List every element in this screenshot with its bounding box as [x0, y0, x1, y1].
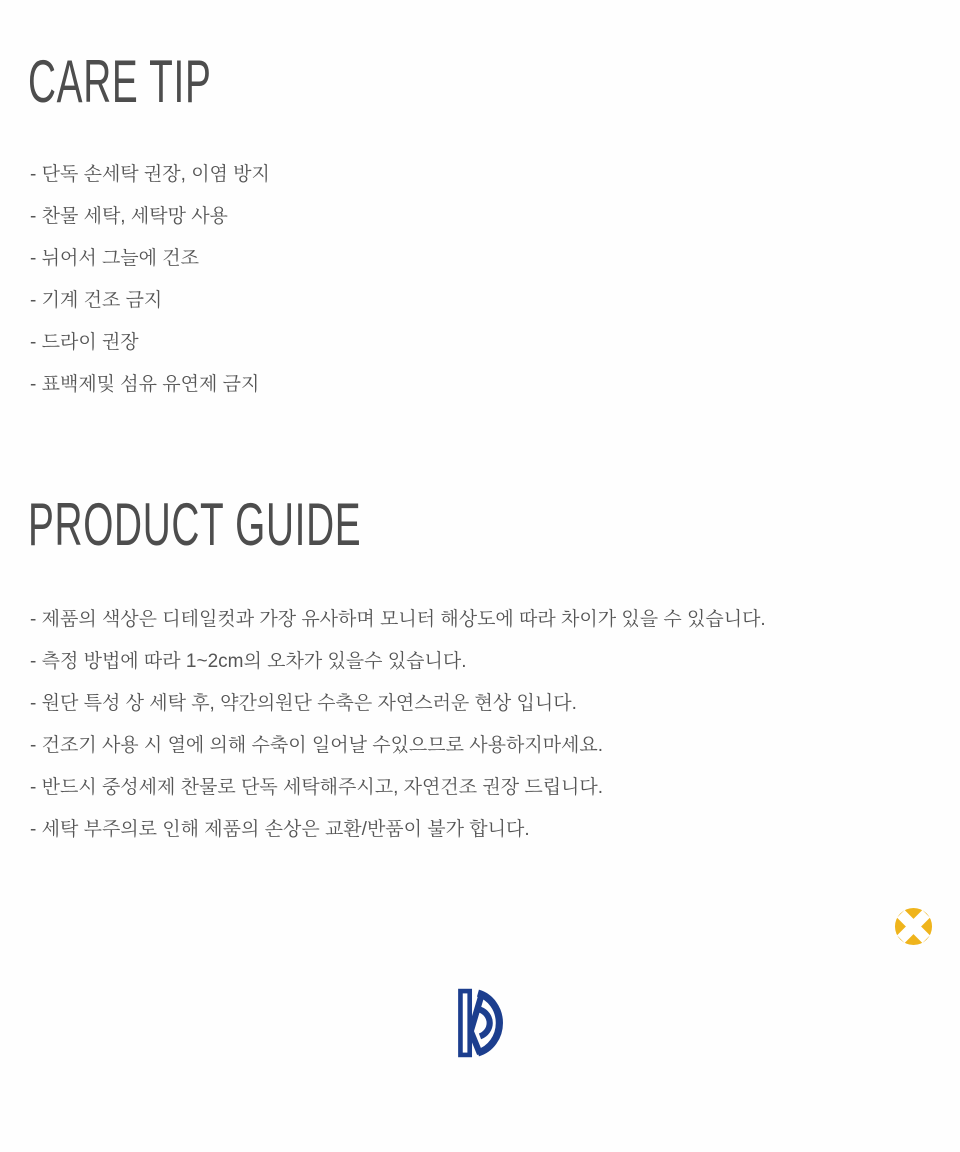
care-tip-item: - 드라이 권장	[30, 332, 139, 353]
product-guide-item: - 건조기 사용 시 열에 의해 수축이 일어날 수있으므로 사용하지마세요.	[30, 735, 604, 756]
product-guide-item: - 원단 특성 상 세탁 후, 약간의원단 수축은 자연스러운 현상 입니다.	[30, 693, 577, 714]
product-guide-item: - 반드시 중성세제 찬물로 단독 세탁해주시고, 자연건조 권장 드립니다.	[30, 777, 604, 798]
care-tip-title: CARE TIP	[28, 47, 212, 116]
care-tip-item: - 기계 건조 금지	[30, 290, 163, 311]
care-tip-item: - 표백제및 섬유 유연제 금지	[30, 374, 260, 395]
product-guide-item: - 측정 방법에 따라 1~2cm의 오차가 있을수 있습니다.	[30, 651, 467, 672]
product-guide-title: PRODUCT GUIDE	[28, 490, 362, 559]
care-tip-list	[30, 154, 270, 406]
product-guide-item: - 제품의 색상은 디테일컷과 가장 유사하며 모니터 해상도에 따라 차이가 있을 수 있습니다.	[30, 609, 766, 630]
kc-certification-mark-icon	[457, 988, 503, 1058]
care-tip-item: - 단독 손세탁 권장, 이염 방지	[30, 164, 270, 185]
x-circle-icon	[894, 907, 933, 946]
care-tip-item: - 찬물 세탁, 세탁망 사용	[30, 206, 228, 227]
product-guide-item: - 세탁 부주의로 인해 제품의 손상은 교환/반품이 불가 합니다.	[30, 819, 530, 840]
care-tip-item: - 뉘어서 그늘에 건조	[30, 248, 199, 269]
close-x-badge-button[interactable]	[894, 907, 933, 946]
product-guide-list	[30, 599, 766, 851]
